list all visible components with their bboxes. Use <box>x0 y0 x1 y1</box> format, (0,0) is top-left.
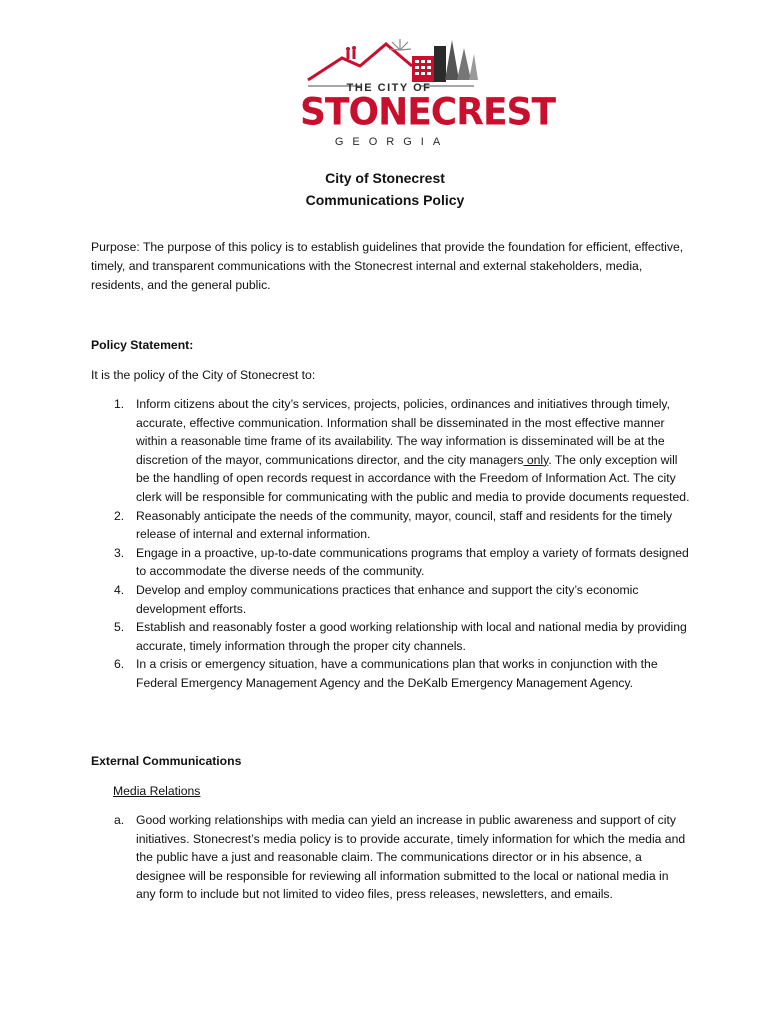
logo-city-name: STONECREST <box>300 90 556 135</box>
list-number: 5. <box>114 620 125 635</box>
document-subtitle: Communications Policy <box>305 192 465 208</box>
list-text: Engage in a proactive, up-to-date communications programs that employ a variety of formats designed to accommodate the diverse needs of the community. <box>136 545 689 579</box>
policy-statement-heading: Policy Statement: <box>91 338 194 352</box>
list-number: 6. <box>114 657 125 672</box>
list-text: In a crisis or emergency situation, have a communications plan that works in conjunction with the Federal Emergency Management Agency and the DeKalb Emergency Management Agency. <box>136 657 658 690</box>
list-letter: a. <box>114 813 125 827</box>
media-list <box>91 811 691 904</box>
logo-city-of: THE CITY OF <box>346 82 432 94</box>
list-item <box>91 395 691 507</box>
logo-state: GEORGIA <box>334 136 450 148</box>
list-number: 2. <box>114 508 125 523</box>
list-text: Establish and reasonably foster a good working relationship with local and national media by providing accurate, timely information through the proper city channels. <box>136 620 687 653</box>
list-item <box>91 507 691 544</box>
list-item <box>91 811 691 904</box>
list-item <box>91 618 691 655</box>
list-text: Good working relationships with media can yield an increase in public awareness and support of city initiatives. Stonecrest’s media policy is to provide accurate, timely information for which the media and the public have a just and reasonable claim. The communications director or in his absence, a designee will be responsible for reviewing all information submitted to the local or national media in any form to include but not limited to video files, press releases, newsletters, and emails. <box>136 813 686 902</box>
city-logo <box>300 36 556 154</box>
policy-list <box>91 395 691 693</box>
policy-intro: It is the policy of the City of Stonecrest to: <box>91 368 316 382</box>
list-item <box>91 655 691 692</box>
list-item <box>91 544 691 581</box>
media-relations-heading: Media Relations <box>113 784 201 798</box>
list-text: Inform citizens about the city’s services, projects, policies, ordinances and initiatives through timely, accurate, effective communication. Information shall be disseminated in the most effective manner within a reasonable time frame of its availability. The way information is disseminated will be at the discretion of the mayor, communications director, and the city managers <box>136 397 671 467</box>
list-number: 4. <box>114 582 125 597</box>
list-number: 3. <box>114 545 125 560</box>
underlined-text: only <box>523 452 549 467</box>
external-communications-heading: External Communications <box>91 754 242 768</box>
list-number: 1. <box>114 397 125 411</box>
list-text: Reasonably anticipate the needs of the community, mayor, council, staff and residents for the timely release of internal and external information. <box>136 508 673 542</box>
list-text: . The only exception will be the handling of open records request in accordance with the Freedom of Information Act. The city clerk will be responsible for communicating with the public and media to provide documents requested. <box>136 452 690 504</box>
document-title: City of Stonecrest <box>325 170 445 186</box>
purpose-paragraph: Purpose: The purpose of this policy is to establish guidelines that provide the foundation for efficient, effective, timely, and transparent communications with the Stonecrest internal and external stakeholders, media, residents, and the general public. <box>91 240 684 292</box>
list-text: Develop and employ communications practices that enhance and support the city’s economic development efforts. <box>136 582 639 616</box>
list-item <box>91 581 691 618</box>
